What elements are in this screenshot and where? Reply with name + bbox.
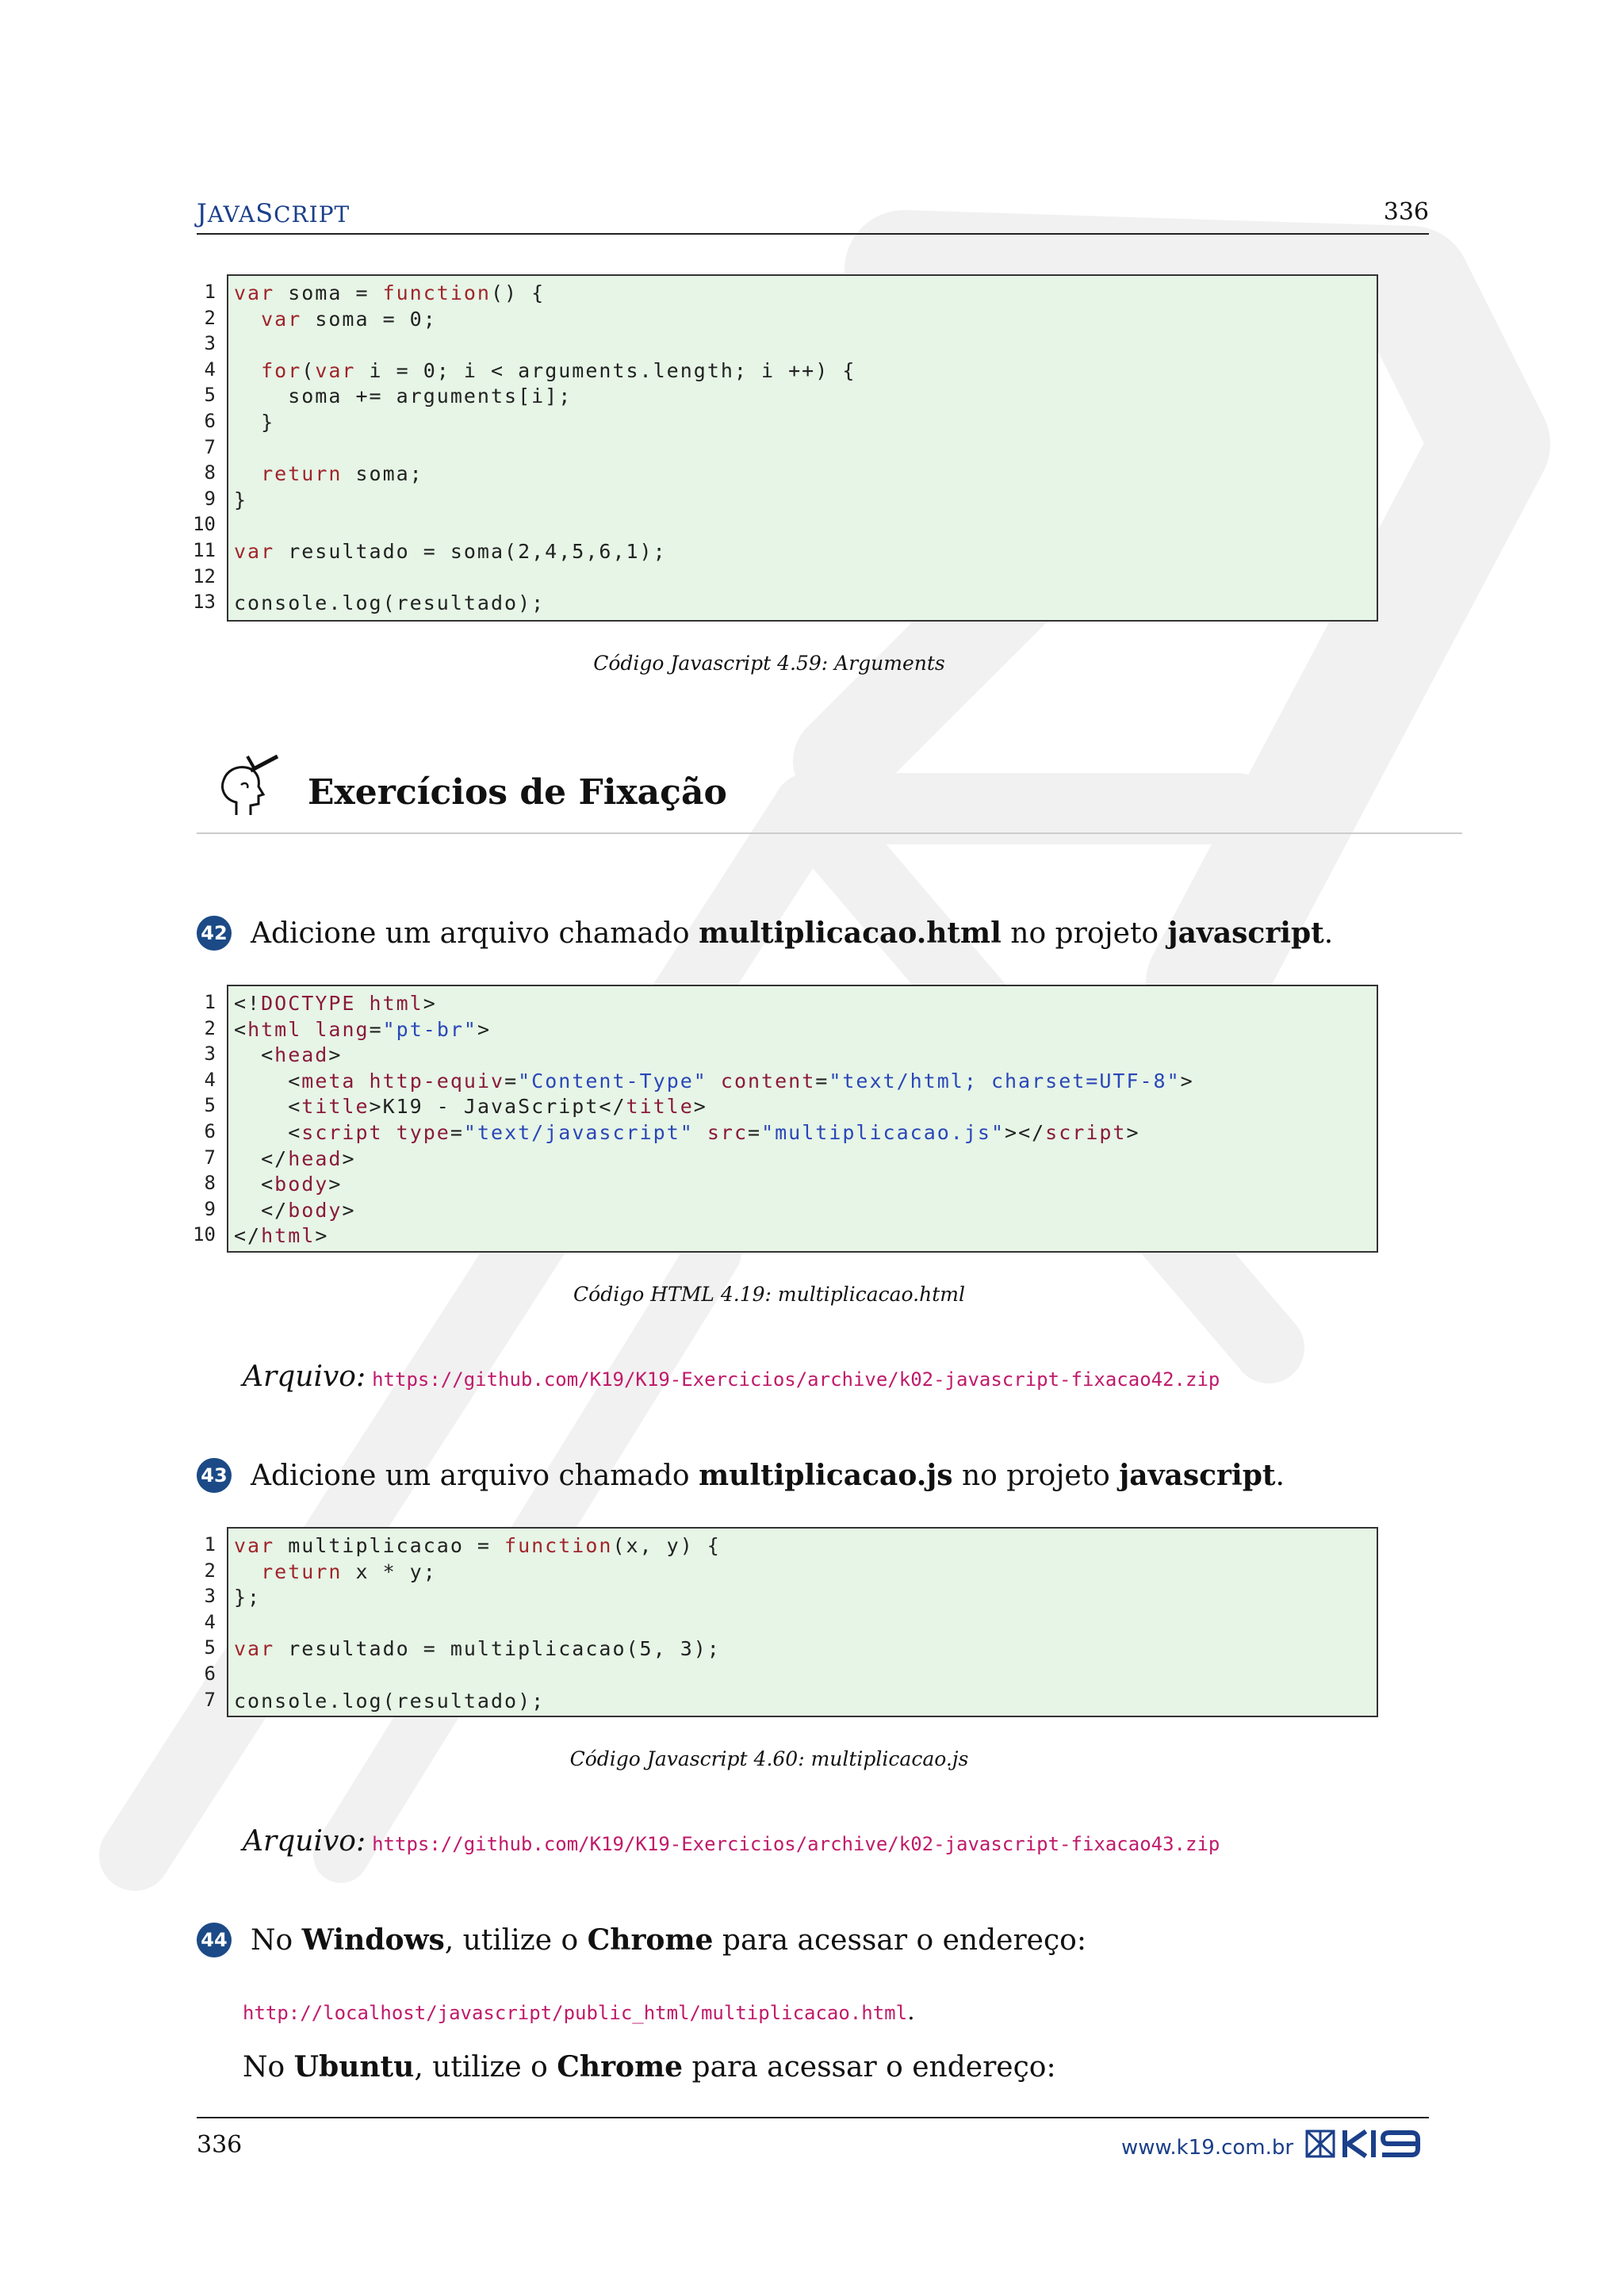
line-number: 4: [204, 1068, 216, 1091]
code3-caption: Código Javascript 4.60: multiplicacao.js: [569, 1747, 969, 1770]
arquivo-43: [243, 1825, 1220, 1858]
line-number: 1: [204, 991, 216, 1013]
code-block-arguments: var soma = function() { var soma = 0; for(var i = 0; i < arguments.length; i ++) { soma += arguments[i]; } return soma; } var resultado = soma(2,4,5,6,1); console.log(resultado);: [227, 274, 1378, 622]
code2-line-numbers: [184, 989, 216, 1248]
arquivo-42-link[interactable]: https://github.com/K19/K19-Exercicios/archive/k02-javascript-fixacao42.zip: [372, 1368, 1220, 1391]
ubuntu-instruction: No Ubuntu, utilize o Chrome para acessar o endereço:: [243, 2050, 1056, 2084]
line-number: 9: [204, 1197, 216, 1220]
line-number: 7: [204, 1688, 216, 1711]
line-number: 2: [204, 306, 216, 329]
line-number: 8: [204, 1172, 216, 1195]
section-title: Exercícios de Fixação: [308, 772, 727, 813]
line-number: 4: [204, 1610, 216, 1633]
section-rule: [197, 832, 1462, 834]
line-number: 2: [204, 1559, 216, 1582]
exercise-44: 44 No Windows, utilize o Chrome para acessar o endereço:: [197, 1922, 1086, 1957]
line-number: 3: [204, 1043, 216, 1066]
exercise-number-badge: 44: [197, 1923, 232, 1957]
line-number: 1: [204, 281, 216, 303]
line-number: 5: [204, 1636, 216, 1659]
arquivo-label: Arquivo:: [243, 1360, 366, 1393]
line-number: 5: [204, 1094, 216, 1117]
line-number: 2: [204, 1016, 216, 1039]
line-number: 8: [204, 461, 216, 484]
footer-page-number: 336: [197, 2131, 243, 2159]
line-number: 10: [193, 513, 216, 536]
arquivo-label: Arquivo:: [243, 1825, 366, 1858]
thinking-head-icon: [213, 753, 292, 825]
line-number: 9: [204, 487, 216, 510]
line-number: 7: [204, 435, 216, 458]
line-number: 13: [193, 591, 216, 614]
running-header-title: JAVASCRIPT: [197, 198, 350, 228]
line-number: 7: [204, 1146, 216, 1169]
section-exercicios: [197, 753, 1465, 848]
code-block-multiplicacao-js: var multiplicacao = function(x, y) { return x * y; }; var resultado = multiplicacao(5, 3); console.log(resultado);: [227, 1527, 1378, 1717]
line-number: 11: [193, 538, 216, 561]
code1-line-numbers: [184, 279, 216, 615]
footer-site-link[interactable]: www.k19.com.br: [1121, 2136, 1294, 2160]
header-page-number: 336: [1383, 198, 1429, 226]
exercise-number-badge: 42: [197, 916, 232, 951]
code-block-multiplicacao-html: <!DOCTYPE html> <html lang="pt-br"> <head> <meta http-equiv="Content-Type" content="text/html; charset=UTF-8"> <title>K19 - JavaScript</title> <script type="text/javascript" src="multiplicacao.js"></script> </head> <body> </body> </html>: [227, 985, 1378, 1253]
code1-caption: Código Javascript 4.59: Arguments: [593, 652, 945, 675]
exercise-42: 42 Adicione um arquivo chamado multiplicacao.html no projeto javascript.: [197, 915, 1333, 951]
code3-line-numbers: [184, 1532, 216, 1712]
line-number: 1: [204, 1533, 216, 1556]
line-number: 3: [204, 332, 216, 355]
line-number: 12: [193, 564, 216, 587]
arquivo-42: [243, 1360, 1220, 1393]
code2-caption: Código HTML 4.19: multiplicacao.html: [573, 1283, 965, 1306]
windows-url-line: http://localhost/javascript/public_html/multiplicacao.html.: [243, 1998, 915, 2026]
k19-logo-icon: [1305, 2128, 1429, 2160]
line-number: 10: [193, 1223, 216, 1246]
arquivo-43-link[interactable]: https://github.com/K19/K19-Exercicios/archive/k02-javascript-fixacao43.zip: [372, 1833, 1220, 1855]
line-number: 6: [204, 1662, 216, 1685]
windows-url-link[interactable]: http://localhost/javascript/public_html/multiplicacao.html: [243, 2002, 908, 2024]
header-rule: [197, 233, 1429, 235]
line-number: 5: [204, 384, 216, 407]
line-number: 4: [204, 358, 216, 381]
exercise-43: 43 Adicione um arquivo chamado multiplicacao.js no projeto javascript.: [197, 1457, 1285, 1493]
footer-rule: [197, 2117, 1429, 2118]
exercise-number-badge: 43: [197, 1458, 232, 1493]
line-number: 6: [204, 1119, 216, 1142]
line-number: 3: [204, 1585, 216, 1608]
line-number: 6: [204, 409, 216, 432]
